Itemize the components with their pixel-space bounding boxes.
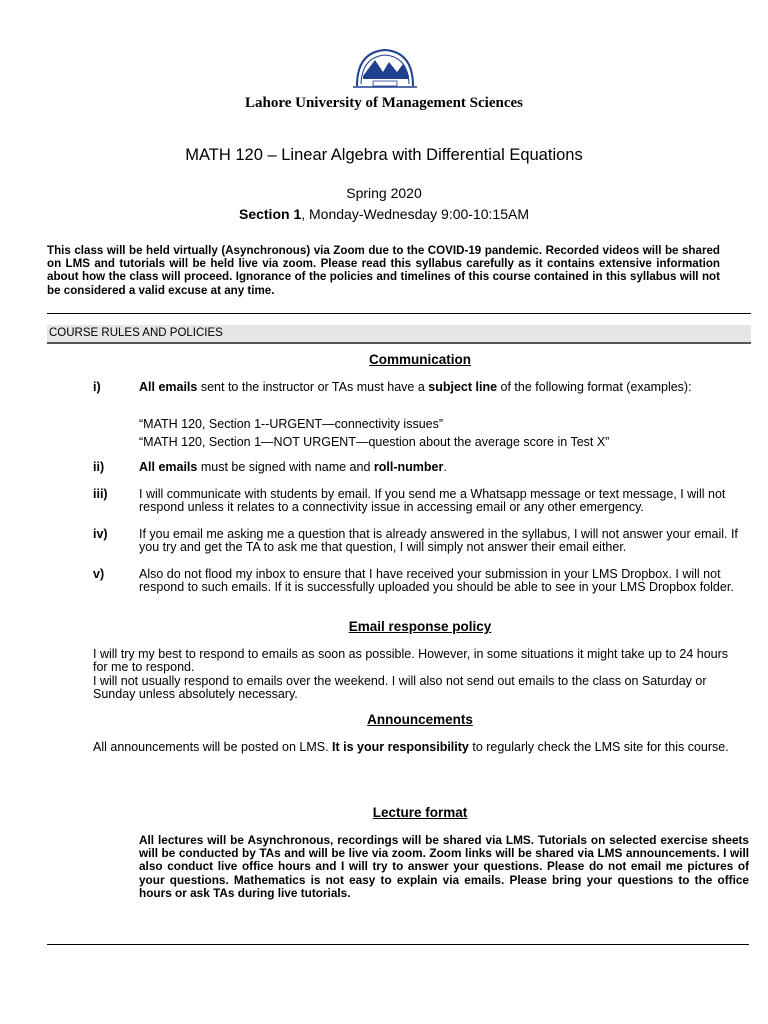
course-title: MATH 120 – Linear Algebra with Differential Equations [185, 146, 583, 164]
list-number: v) [93, 567, 105, 581]
section-label: Section 1 [238, 206, 302, 222]
section-bar [47, 325, 751, 344]
lecture-format-heading: Lecture format [372, 805, 468, 820]
divider [47, 313, 751, 314]
term: Spring 2020 [346, 185, 422, 201]
divider [47, 944, 749, 945]
example-subject-1: “MATH 120, Section 1--URGENT—connectivity issues” [139, 417, 444, 431]
syllabus-page: Lahore University of Management Sciences MATH 120 – Linear Algebra with Differential Equations Spring 2020 Section 1, Monday-Wednesday 9:00-10:15AM This class will be held virtually (Asynchronous) via Zoom due to the COVID-19 pandemic. Recorded videos will be shared on LMS and tutorials will be held live via zoom. Please read this syllabus carefully as it contains extensive information about how the class will proceed. Ignorance of the policies and timelines of this course contained in this syllabus will not be considered a valid excuse at any time. COURSE RULES AND POLICIES Communication i) All emails sent to the instructor or TAs must have a subject line of the following format (examples): “MATH 120, Section 1--URGENT—connectivity issues” “MATH 120, Section 1—NOT URGENT—question about the average score in Test X” ii) All emails must be signed with name and roll-number. iii) I will communicate with students by email. If you send me a Whatsapp message or text message, I will not respond unless it relates to a connectivity issue in accessing email or any other emergency. iv) If you email me asking me a question that is already answered in the syllabus, I will not answer your email. If you try and get the TA to ask me that question, I will simply not answer their email either. v) Also do not flood my inbox to ensure that I have received your submission in your LMS Dropbox. I will not respond to such emails. If it is successfully uploaded you should be able to see in your LMS Dropbox folder. Email response policy I will try my best to respond to emails as soon as possible. However, in some situations it might take up to 24 hours for me to respond. I will not usually respond to emails over the weekend. I will also not send out emails to the class on Saturday or Sunday unless absolutely necessary. Announcements All announcements will be posted on LMS. It is your responsibility to regularly check the LMS site for this course. Lecture format All lectures will be Asynchronous, recordings will be shared via LMS. Tutorials on selected exercise sheets will be conducted by TAs and will be live via zoom. Zoom links will be shared via LMS announcements. I will also conduct live office hours and I will try to answer your questions. Please do not email me pictures of your questions. Mathematics is not easy to explain via emails. Please bring your questions to the office hours or ask TAs during live tutorials. [0, 0, 768, 1024]
list-number: i) [93, 380, 101, 394]
lums-logo-icon [353, 46, 417, 90]
section-bar-label: COURSE RULES AND POLICIES [49, 327, 223, 339]
list-number: iii) [93, 487, 108, 501]
email-policy-paragraph-1: I will try my best to respond to emails as soon as possible. However, in some situations it might take up to 24 hours for me to respond. [93, 647, 729, 675]
list-number: iv) [93, 527, 108, 541]
section-info [0, 206, 768, 222]
email-policy-paragraph-2: I will not usually respond to emails over the weekend. I will also not send out emails to the class on Saturday or Sunday unless absolutely necessary. [93, 674, 707, 702]
email-policy-heading: Email response policy [348, 619, 492, 634]
section-schedule: , Monday-Wednesday 9:00-10:15AM [301, 206, 529, 222]
announcements-heading: Announcements [367, 712, 473, 727]
list-number: ii) [93, 460, 105, 474]
announcements-paragraph: All announcements will be posted on LMS. It is your responsibility to regularly check the LMS site for this course. [93, 740, 729, 754]
university-name: Lahore University of Management Sciences [244, 95, 523, 111]
intro-paragraph: This class will be held virtually (Asynchronous) via Zoom due to the COVID-19 pandemic. Recorded videos will be shared on LMS and tutorials will be held live via zoom. Please read this syllabus carefully as it contains extensive information about how the class will proceed. Ignorance of the policies and timelines of this course contained in this syllabus will not be considered a valid excuse at any time. [47, 244, 720, 297]
lecture-format-paragraph: All lectures will be Asynchronous, recordings will be shared via LMS. Tutorials on selected exercise sheets will be conducted by TAs and will be live via zoom. Zoom links will be shared via LMS announcements. I will also conduct live office hours and I will try to answer your questions. Please do not email me pictures of your questions. Mathematics is not easy to explain via emails. Please bring your questions to the office hours or ask TAs during live tutorials. [139, 833, 749, 900]
communication-heading: Communication [368, 352, 471, 367]
example-subject-2: “MATH 120, Section 1—NOT URGENT—question about the average score in Test X” [139, 435, 610, 449]
